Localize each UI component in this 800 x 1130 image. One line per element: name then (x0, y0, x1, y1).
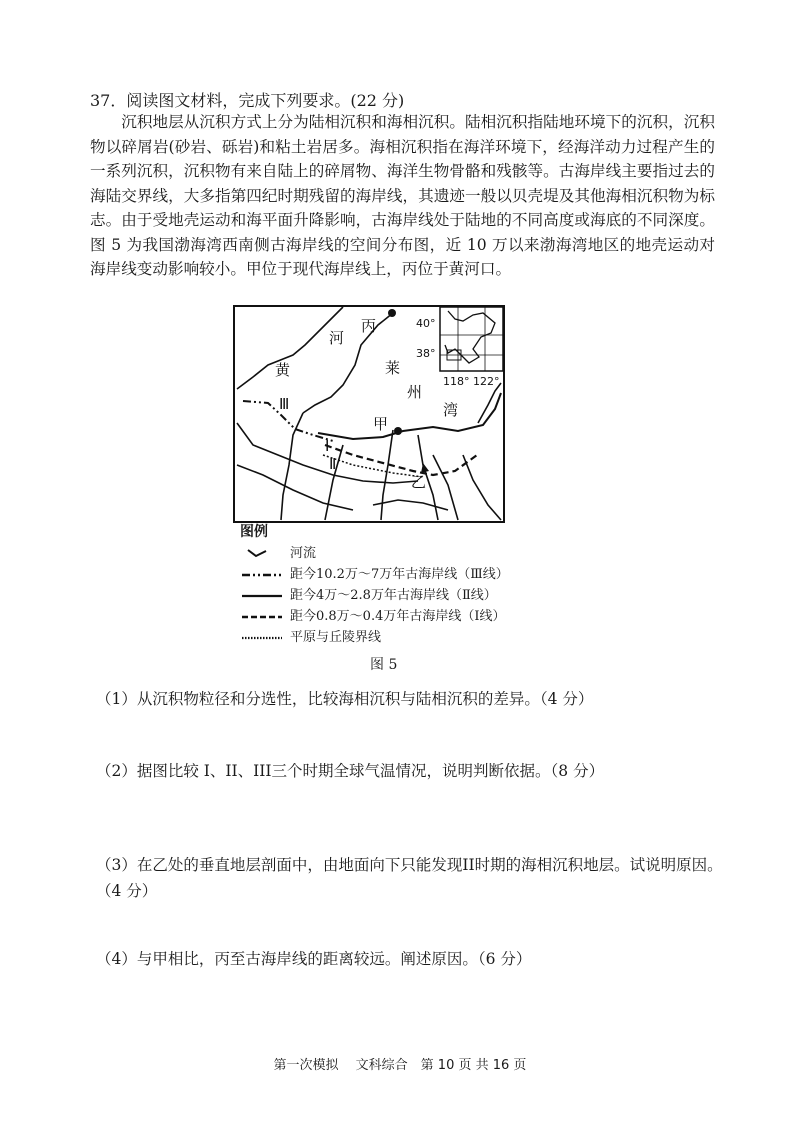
legend-item-line-i (240, 606, 509, 627)
label-huang: 黄 (275, 361, 291, 379)
label-yi: 乙 (411, 473, 427, 491)
sub-question-2: （2）据图比较 I、II、III三个时期全球气温情况，说明判断依据。（8 分） (96, 762, 605, 780)
legend-item-line-iii (240, 564, 509, 585)
legend-label: 平原与丘陵界线 (290, 630, 382, 645)
legend-title: 图例 (240, 524, 268, 540)
figure-caption: 图 5 (370, 657, 398, 673)
dashed-line-icon (240, 611, 284, 623)
label-line1: Ⅰ (325, 437, 330, 455)
dotted-line-icon (240, 632, 284, 644)
label-he: 河 (329, 329, 345, 347)
inset-lat38: 38° (416, 347, 436, 360)
solid-line-icon (240, 590, 284, 602)
question-paragraph: 沉积地层从沉积方式上分为陆相沉积和海相沉积。陆相沉积指陆地环境下的沉积，沉积物以碎屑岩(砂岩、砾岩)和粘土岩居多。海相沉积指在海洋环境下，经海洋动力过程产生的一系列沉积，沉积物有来自陆上的碎屑物、海洋生物骨骼和残骸等。古海岸线主要指过去的海陆交界线，大多指第四纪时期残留的海岸线，其遗迹一般以贝壳堤及其他海相沉积物为标志。由于受地壳运动和海平面升降影响，古海岸线处于陆地的不同高度或海底的不同深度。图 5 为我国渤海湾西南侧古海岸线的空间分布图，近 10 万以来渤海湾地区的地壳运动对海岸线变动影响较小。甲位于现代海岸线上，丙位于黄河口。 (90, 113, 715, 278)
map-legend (240, 522, 509, 648)
label-jia: 甲 (373, 415, 389, 433)
inset-lat40: 40° (416, 317, 436, 330)
point-bing (388, 309, 396, 317)
label-zhou: 州 (407, 383, 423, 401)
page-footer: 第一次模拟 文科综合 第 10 页 共 16 页 (273, 1058, 527, 1073)
label-line3: Ⅲ (279, 395, 290, 413)
point-jia (394, 427, 402, 435)
legend-item-line-ii (240, 585, 509, 606)
label-wan: 湾 (443, 401, 459, 419)
label-line2: Ⅱ (329, 455, 337, 473)
inset-map (440, 307, 503, 371)
legend-label: 河流 (290, 546, 317, 561)
legend-label: 距今4万～2.8万年古海岸线（Ⅱ线） (290, 588, 497, 603)
legend-label: 距今0.8万～0.4万年古海岸线（Ⅰ线） (290, 609, 506, 624)
label-bing: 丙 (361, 317, 377, 335)
bohai-bay-map (233, 305, 505, 523)
legend-item-boundary (240, 627, 509, 648)
sub-question-4: （4）与甲相比，丙至古海岸线的距离较远。阐述原因。（6 分） (96, 950, 532, 968)
sub-question-1: （1）从沉积物粒径和分选性，比较海相沉积与陆相沉积的差异。（4 分） (96, 690, 594, 708)
inset-lon: 118° 122° (443, 375, 500, 388)
sub-question-3: （3）在乙处的垂直地层剖面中，由地面向下只能发现II时期的海相沉积地层。试说明原因。（4 分） (96, 856, 723, 900)
legend-label: 距今10.2万～7万年古海岸线（Ⅲ线） (290, 567, 509, 582)
question-title: 37．阅读图文材料，完成下列要求。(22 分) (90, 91, 405, 110)
legend-item-river (240, 543, 509, 564)
river-symbol-icon (240, 548, 284, 560)
dash-dot-dot-line-icon (240, 569, 284, 581)
label-lai: 莱 (385, 359, 401, 377)
